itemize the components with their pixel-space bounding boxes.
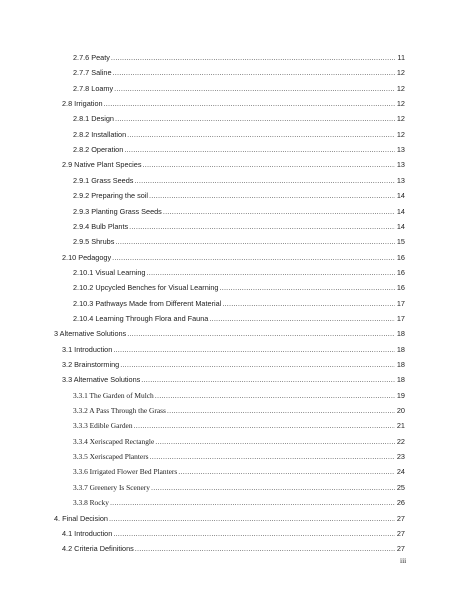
toc-entry[interactable] — [73, 130, 405, 140]
toc-entry-title: 3.3.3 Edible Garden — [73, 421, 133, 431]
toc-dot-leader — [114, 114, 395, 124]
toc-entry-title: 3.3 Alternative Solutions — [62, 375, 141, 385]
toc-entry-title: 2.7.8 Loamy — [73, 83, 114, 93]
toc-entry-title: 2.7.7 Saline — [73, 68, 112, 78]
toc-entry-title: 2.10.1 Visual Learning — [73, 267, 146, 277]
toc-entry[interactable] — [73, 145, 405, 155]
toc-dot-leader — [133, 176, 395, 186]
toc-entry[interactable] — [73, 222, 405, 232]
toc-dot-leader — [126, 329, 395, 339]
toc-entry[interactable] — [73, 483, 405, 493]
toc-dot-leader — [108, 514, 395, 524]
toc-entry-title: 2.10.2 Upcycled Benches for Visual Learning — [73, 283, 219, 293]
toc-entry-page-number: 20 — [396, 406, 405, 416]
toc-entry-page-number: 14 — [396, 221, 405, 231]
toc-entry[interactable] — [73, 391, 405, 401]
toc-entry[interactable] — [73, 314, 405, 324]
toc-dot-leader — [154, 391, 395, 401]
toc-entry-title: 3.3.8 Rocky — [73, 498, 109, 508]
toc-entry-title: 2.8 Irrigation — [62, 99, 103, 109]
toc-entry-page-number: 17 — [396, 298, 405, 308]
toc-entry-title: 2.9.2 Preparing the soil — [73, 191, 149, 201]
toc-entry-page-number: 21 — [396, 421, 405, 431]
toc-entry-page-number: 14 — [396, 206, 405, 216]
toc-entry[interactable] — [73, 68, 405, 78]
toc-entry[interactable] — [62, 375, 405, 385]
toc-dot-leader — [111, 253, 395, 263]
toc-dot-leader — [221, 299, 395, 309]
toc-dot-leader — [112, 68, 395, 78]
toc-dot-leader — [150, 483, 395, 493]
toc-entry-page-number: 23 — [396, 452, 405, 462]
toc-entry-page-number: 24 — [396, 467, 405, 477]
toc-dot-leader — [219, 283, 396, 293]
toc-entry[interactable] — [73, 498, 405, 508]
toc-entry-page-number: 26 — [396, 498, 405, 508]
toc-dot-leader — [123, 145, 395, 155]
toc-entry[interactable] — [73, 283, 405, 293]
toc-entry-page-number: 22 — [396, 436, 405, 446]
toc-entry-page-number: 16 — [396, 252, 405, 262]
toc-entry[interactable] — [73, 268, 405, 278]
toc-entry-title: 3.3.2 A Pass Through the Grass — [73, 406, 166, 416]
toc-entry-page-number: 19 — [396, 390, 405, 400]
toc-entry[interactable] — [73, 452, 405, 462]
toc-entry-page-number: 27 — [396, 544, 405, 554]
toc-entry[interactable] — [62, 99, 405, 109]
toc-entry-page-number: 12 — [396, 68, 405, 78]
toc-entry-title: 2.7.6 Peaty — [73, 53, 110, 62]
toc-dot-leader — [126, 130, 395, 140]
toc-entry-title: 3.3.1 The Garden of Mulch — [73, 390, 154, 400]
toc-entry-page-number: 25 — [396, 482, 405, 492]
toc-entry[interactable] — [73, 237, 405, 247]
toc-dot-leader — [166, 406, 395, 416]
toc-entry-page-number: 11 — [397, 53, 405, 62]
toc-entry-title: 2.10.4 Learning Through Flora and Fauna — [73, 313, 209, 323]
toc-entry[interactable] — [73, 53, 405, 63]
toc-entry[interactable] — [62, 544, 405, 554]
toc-dot-leader — [149, 452, 395, 462]
toc-entry-page-number: 12 — [396, 99, 405, 109]
toc-entry[interactable] — [62, 253, 405, 263]
toc-dot-leader — [112, 529, 395, 539]
toc-entry-page-number: 12 — [396, 83, 405, 93]
toc-entry[interactable] — [73, 207, 405, 217]
toc-entry-title: 2.8.1 Design — [73, 114, 114, 124]
toc-entry[interactable] — [62, 360, 405, 370]
toc-entry[interactable] — [73, 114, 405, 124]
toc-entry-page-number: 13 — [396, 160, 405, 170]
toc-entry-page-number: 14 — [396, 191, 405, 201]
toc-entry-page-number: 27 — [396, 513, 405, 523]
toc-entry[interactable] — [62, 529, 405, 539]
toc-entry-title: 2.9.1 Grass Seeds — [73, 175, 134, 185]
toc-entry-page-number: 27 — [396, 528, 405, 538]
toc-dot-leader — [142, 160, 396, 170]
toc-dot-leader — [140, 375, 395, 385]
toc-entry-title: 2.9.4 Bulb Plants — [73, 221, 129, 231]
toc-entry-page-number: 18 — [396, 329, 405, 339]
toc-entry-page-number: 18 — [396, 360, 405, 369]
toc-entry-page-number: 15 — [396, 237, 405, 247]
toc-entry[interactable] — [62, 160, 405, 170]
toc-entry[interactable] — [73, 467, 405, 477]
toc-entry-title: 3.2 Brainstorming — [62, 360, 120, 369]
toc-entry-title: 2.8.2 Installation — [73, 129, 127, 139]
toc-entry-page-number: 13 — [396, 145, 405, 155]
toc-dot-leader — [134, 544, 395, 554]
toc-entry-title: 3 Alternative Solutions — [54, 329, 127, 339]
toc-dot-leader — [109, 498, 395, 508]
toc-entry[interactable] — [73, 191, 405, 201]
toc-entry-page-number: 13 — [396, 175, 405, 185]
toc-entry-title: 4. Final Decision — [54, 513, 108, 523]
toc-entry[interactable] — [73, 406, 405, 416]
toc-entry-title: 3.1 Introduction — [62, 344, 113, 354]
toc-dot-leader — [145, 268, 395, 278]
toc-entry[interactable] — [73, 176, 405, 186]
page-number: iii — [400, 556, 407, 565]
toc-entry-page-number: 18 — [396, 344, 405, 354]
toc-entry-page-number: 12 — [396, 129, 405, 139]
toc-entry-title: 2.9.3 Planting Grass Seeds — [73, 206, 162, 216]
toc-entry[interactable] — [73, 84, 405, 94]
toc-entry-page-number: 16 — [396, 267, 405, 277]
toc-entry[interactable] — [73, 299, 405, 309]
toc-entry-title: 3.3.4 Xeriscaped Rectangle — [73, 436, 155, 446]
toc-dot-leader — [128, 222, 395, 232]
toc-entry-title: 2.9.5 Shrubs — [73, 237, 115, 247]
toc-entry-page-number: 17 — [396, 313, 405, 323]
toc-entry[interactable] — [73, 421, 405, 431]
toc-entry[interactable] — [54, 514, 405, 524]
toc-entry-title: 4.2 Criteria Definitions — [62, 544, 134, 554]
toc-entry-page-number: 12 — [396, 114, 405, 124]
toc-entry[interactable] — [62, 345, 405, 355]
toc-dot-leader — [119, 360, 395, 370]
toc-dot-leader — [103, 99, 395, 109]
toc-entry[interactable] — [73, 437, 405, 447]
toc-dot-leader — [113, 84, 395, 94]
toc-entry-title: 4.1 Introduction — [62, 528, 113, 538]
toc-entry-title: 3.3.6 Irrigated Flower Bed Planters — [73, 467, 178, 477]
toc-dot-leader — [133, 421, 395, 431]
toc-entry-title: 3.3.7 Greenery Is Scenery — [73, 482, 150, 492]
toc-entry-title: 2.9 Native Plant Species — [62, 160, 142, 170]
toc-dot-leader — [114, 237, 395, 247]
toc-dot-leader — [112, 345, 395, 355]
toc-entry-title: 2.10.3 Pathways Made from Different Material — [73, 298, 222, 308]
toc-entry-title: 3.3.5 Xeriscaped Planters — [73, 452, 149, 462]
toc-entry[interactable] — [54, 329, 405, 339]
toc-dot-leader — [154, 437, 395, 447]
toc-entry-page-number: 16 — [396, 283, 405, 293]
toc-dot-leader — [208, 314, 395, 324]
toc-entry-title: 2.8.2 Operation — [73, 145, 124, 155]
toc-entry-title: 2.10 Pedagogy — [62, 252, 112, 262]
toc-dot-leader — [162, 207, 395, 217]
toc-dot-leader — [110, 53, 395, 63]
toc-entry-page-number: 18 — [396, 375, 405, 385]
toc-dot-leader — [177, 467, 395, 477]
toc-dot-leader — [148, 191, 395, 201]
